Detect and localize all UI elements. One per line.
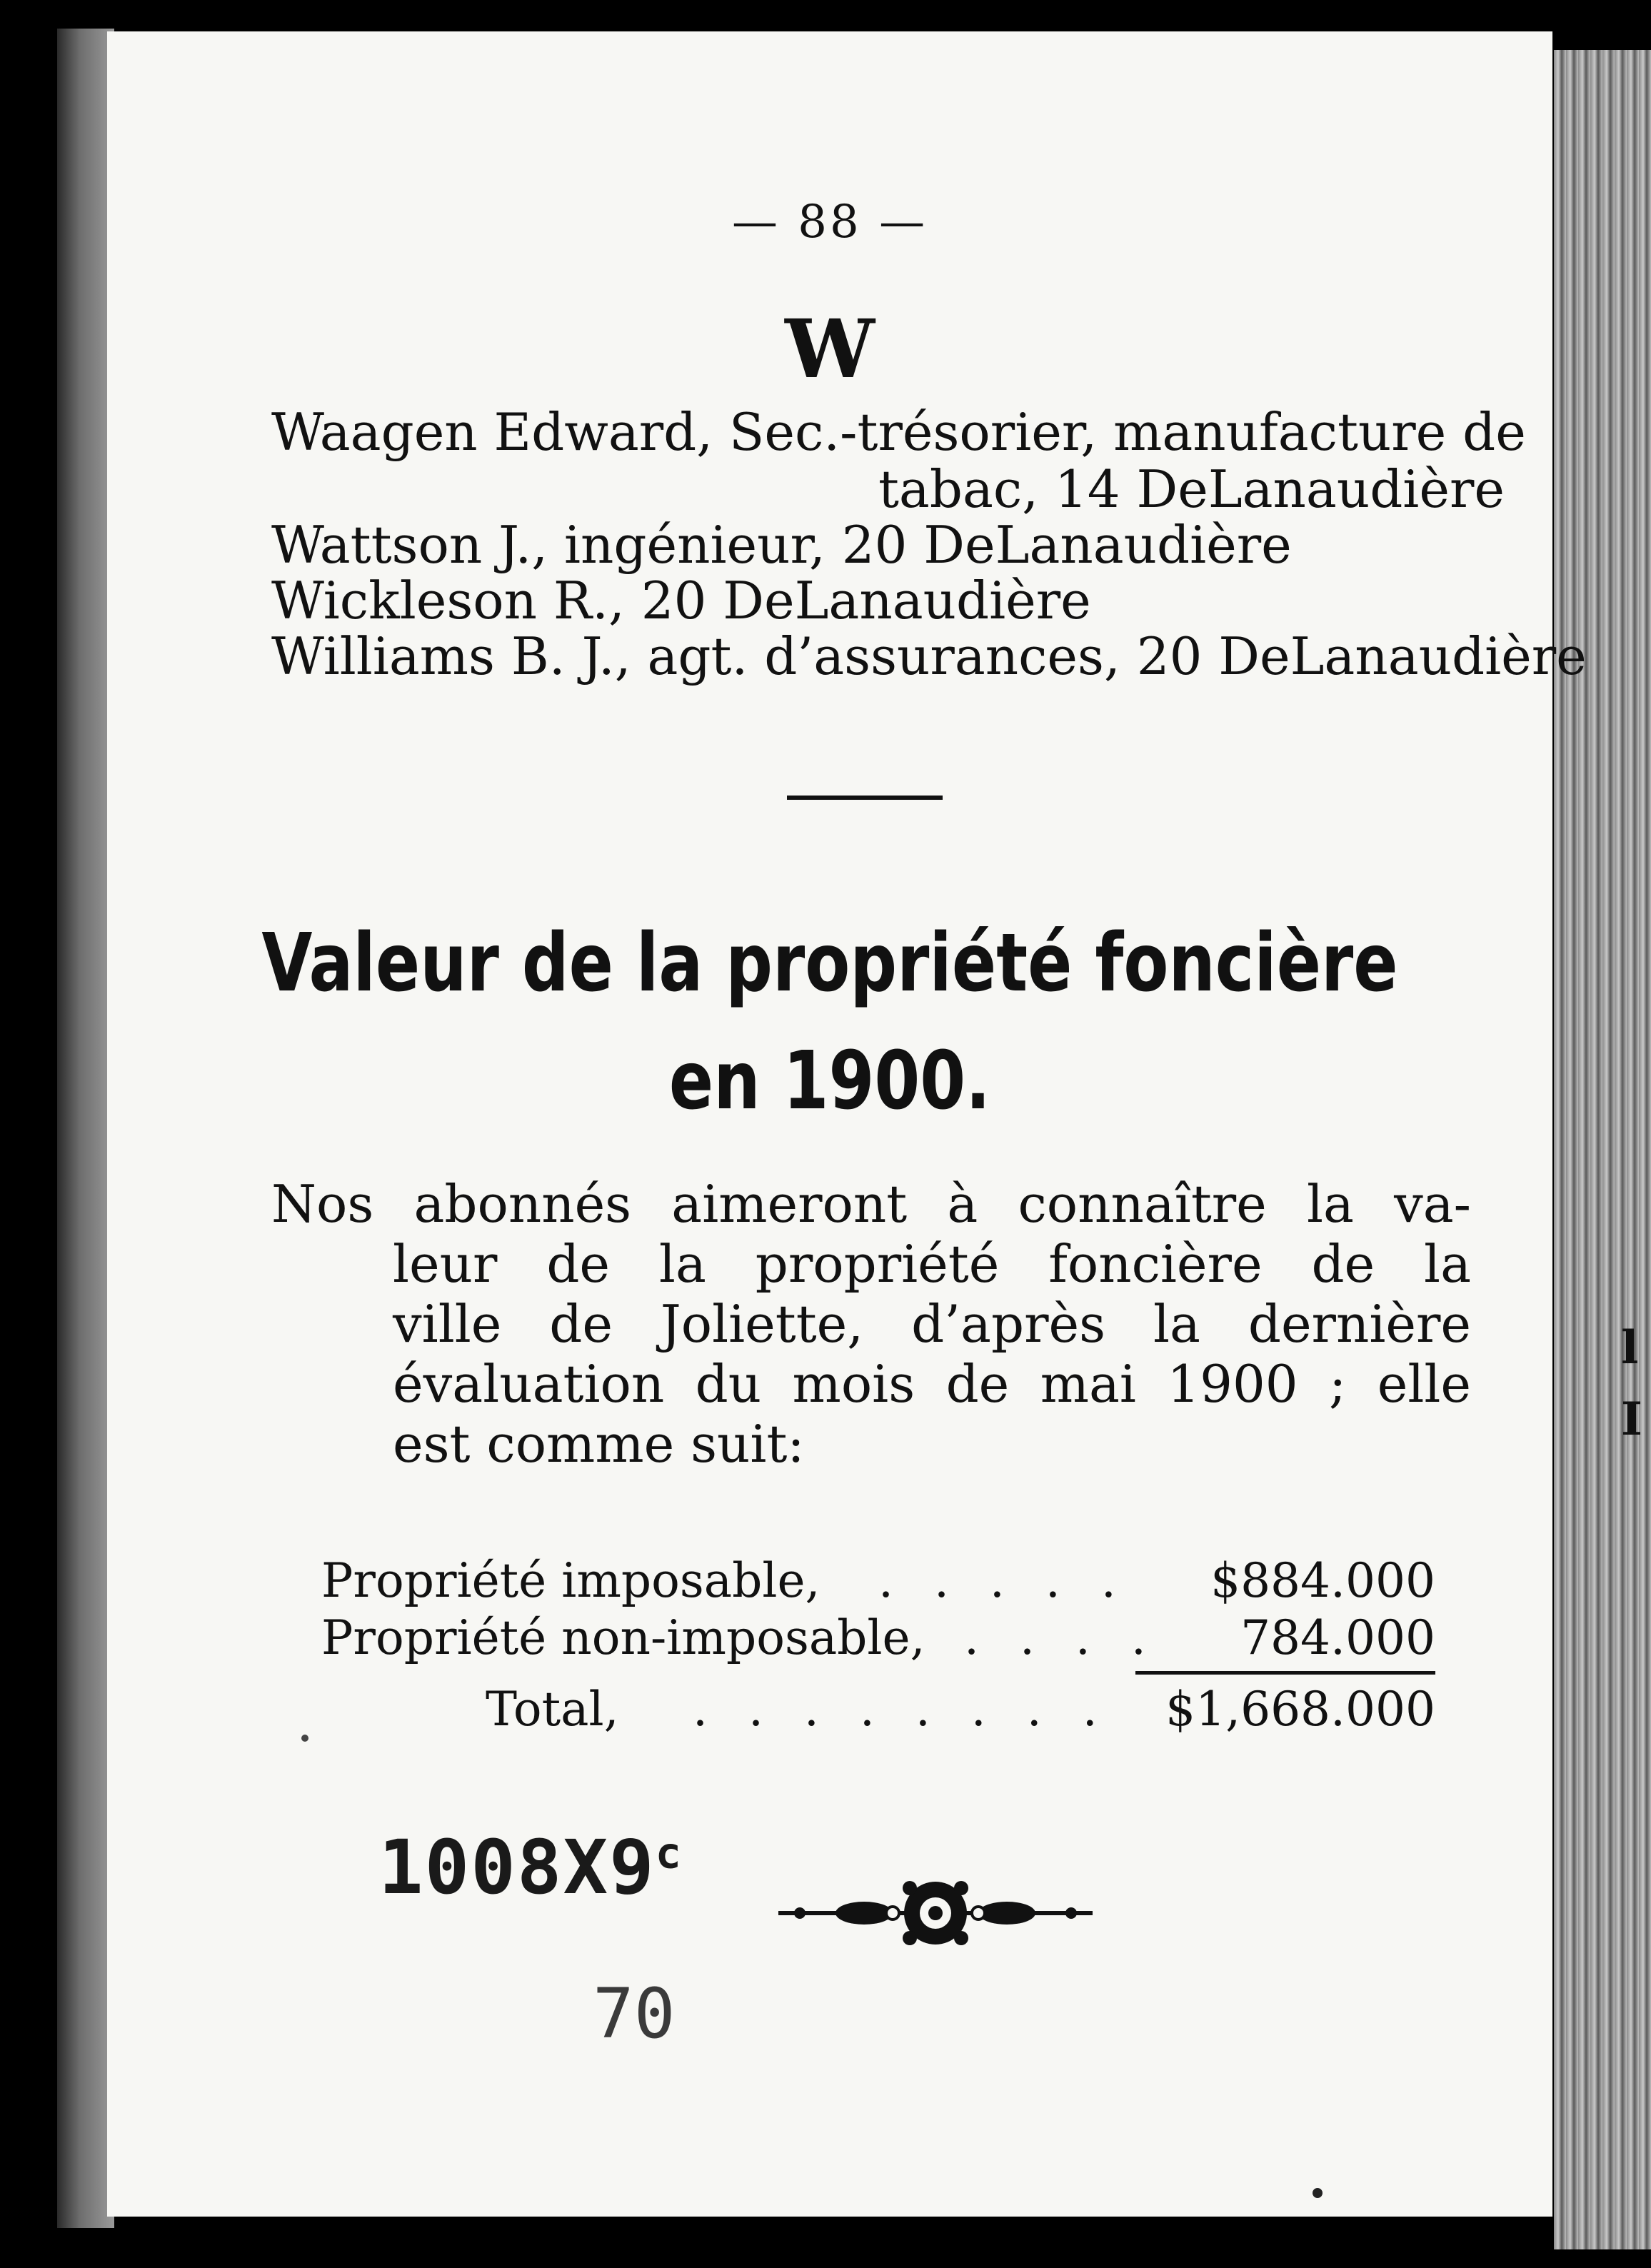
paragraph-line: ville de Joliette, d’après la dernière [393, 1294, 1471, 1354]
article-heading-line: en 1900. [668, 1035, 991, 1128]
floral-ornament-icon [778, 1874, 1093, 1952]
leader-dots: . . . . . [878, 1553, 1129, 1608]
total-label: Total, [486, 1682, 619, 1737]
leader-dots: . . . . [964, 1610, 1159, 1665]
paragraph-line: évaluation du mois de mai 1900 ; elle [393, 1354, 1471, 1414]
paragraph-line: est comme suit: [393, 1414, 805, 1474]
ink-speck [1313, 2188, 1323, 2198]
valuation-label: Propriété imposable, [321, 1553, 821, 1608]
paragraph-line: leur de la propriété foncière de la [393, 1234, 1471, 1294]
directory-entry: Wattson J., ingénieur, 20 DeLanaudière [271, 515, 1292, 575]
valuation-total-row [321, 1681, 1435, 1738]
page-number: — 88 — [731, 196, 928, 249]
directory-entry: Williams B. J., agt. d’assurances, 20 DeLanaudière [271, 626, 1587, 686]
margin-mark: I [1621, 1393, 1642, 1446]
section-letter: W [785, 303, 875, 396]
book-page [107, 31, 1587, 2217]
valuation-row [321, 1552, 1435, 1610]
library-stamp-number: 70 [593, 1974, 676, 2054]
ink-speck [301, 1735, 308, 1742]
stamp-code-main: 1008X9 [378, 1824, 656, 1911]
total-rule [1135, 1671, 1435, 1675]
directory-entry: Waagen Edward, Sec.-trésorier, manufacture de [271, 402, 1526, 462]
adjacent-page-edge [1554, 50, 1651, 2249]
margin-mark: l [1621, 1321, 1639, 1375]
article-heading-line: Valeur de la propriété foncière [261, 917, 1398, 1010]
binding-gutter [57, 29, 114, 2228]
section-divider [787, 796, 943, 800]
directory-entry-continuation: tabac, 14 DeLanaudière [878, 459, 1505, 519]
total-amount: $1,668.000 [1165, 1682, 1435, 1737]
valuation-label: Propriété non-imposable, [321, 1610, 925, 1665]
valuation-row [321, 1610, 1435, 1667]
stamp-code-suffix: c [655, 1828, 683, 1879]
valuation-amount: $884.000 [1210, 1553, 1435, 1608]
library-stamp-code [378, 1824, 683, 1911]
directory-entry: Wickleson R., 20 DeLanaudière [271, 571, 1091, 631]
valuation-amount: 784.000 [1240, 1610, 1435, 1665]
leader-dots: . . . . . . . . [693, 1682, 1110, 1737]
paragraph-line: Nos abonnés aimeront à connaître la va- [271, 1174, 1471, 1234]
